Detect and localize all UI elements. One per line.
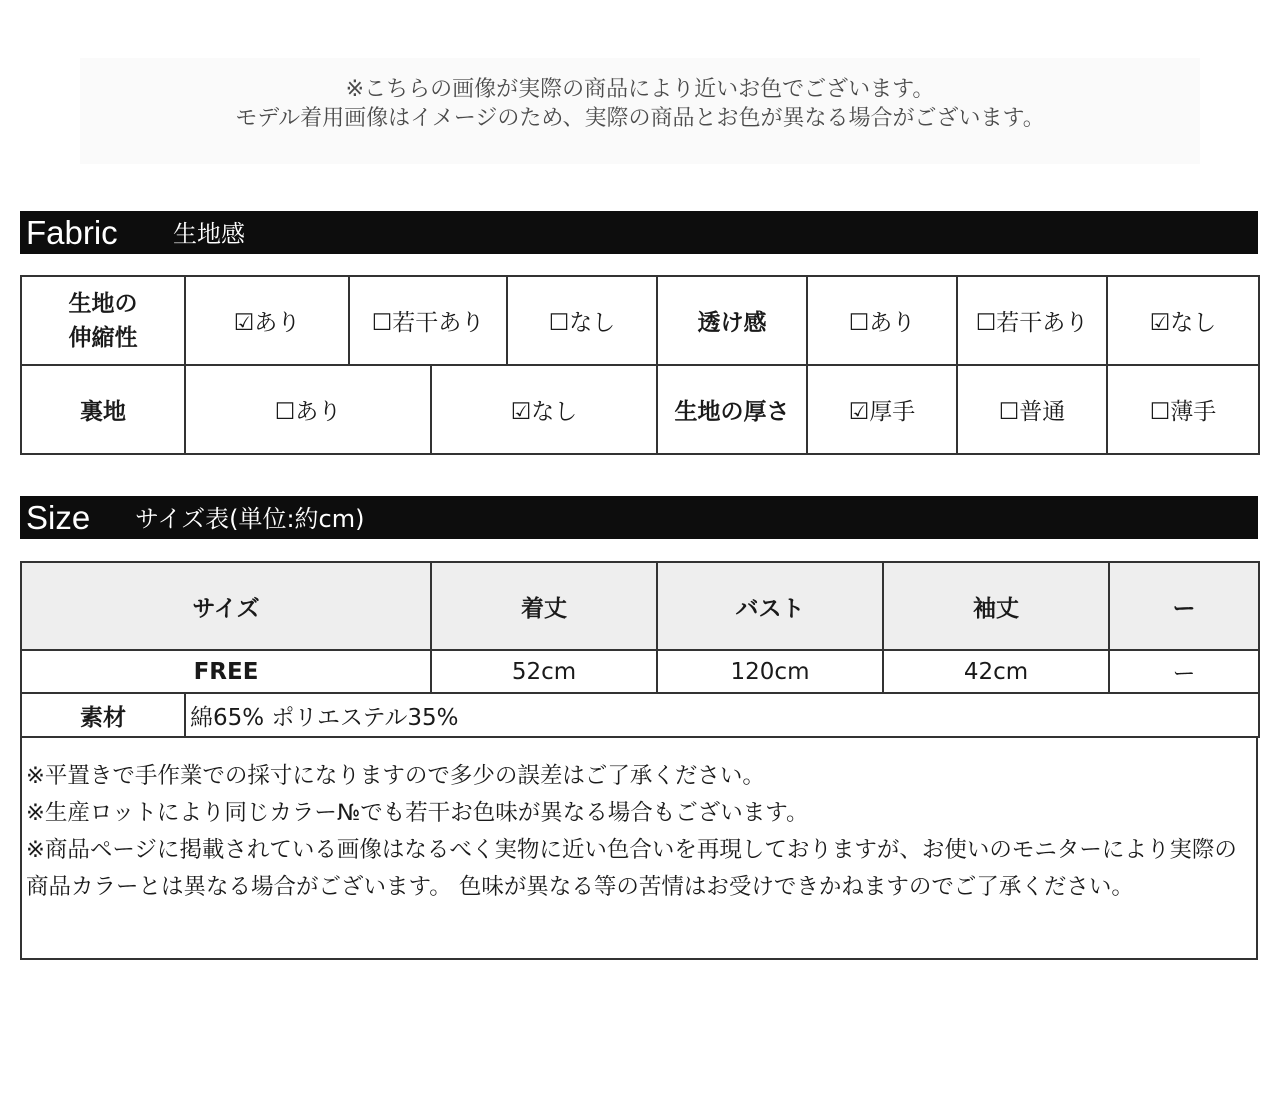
fabric-section-title: Fabric [26, 214, 118, 251]
thickness-option-normal: ☐普通 [957, 365, 1107, 454]
size-header-sleeve: 袖丈 [883, 562, 1109, 650]
lining-label: 裏地 [21, 365, 185, 454]
fabric-section-subtitle: 生地感 [173, 220, 245, 248]
color-notice-line-2: モデル着用画像はイメージのため、実際の商品とお色が異なる場合がございます。 [235, 106, 1045, 131]
size-header-length: 着丈 [431, 562, 657, 650]
size-row-length: 52cm [431, 650, 657, 693]
color-notice [80, 58, 1200, 164]
size-section-subtitle: サイズ表(単位:約cm) [135, 505, 365, 533]
stretch-option-no: ☐なし [507, 276, 657, 365]
lining-option-yes: ☐あり [185, 365, 431, 454]
sheer-label: 透け感 [657, 276, 807, 365]
thickness-option-thin: ☐薄手 [1107, 365, 1259, 454]
size-table [20, 561, 1260, 738]
material-value: 綿65% ポリエステル35% [185, 693, 1259, 737]
stretch-label: 生地の 伸縮性 [21, 276, 185, 365]
sheer-option-yes: ☐あり [807, 276, 957, 365]
size-row-blank: ー [1109, 650, 1259, 693]
size-header-bust: バスト [657, 562, 883, 650]
stretch-option-slight: ☐若干あり [349, 276, 507, 365]
size-section-header [20, 496, 1258, 539]
lining-option-no: ☑なし [431, 365, 657, 454]
stretch-option-yes: ☑あり [185, 276, 349, 365]
notes-box [20, 736, 1258, 960]
thickness-option-thick: ☑厚手 [807, 365, 957, 454]
sheer-option-slight: ☐若干あり [957, 276, 1107, 365]
size-header-size: サイズ [21, 562, 431, 650]
size-row-sleeve: 42cm [883, 650, 1109, 693]
sheer-option-no: ☑なし [1107, 276, 1259, 365]
color-notice-line-1: ※こちらの画像が実際の商品により近いお色でございます。 [345, 77, 935, 102]
thickness-label: 生地の厚さ [657, 365, 807, 454]
note-measurement: ※平置きで手作業での採寸になりますので多少の誤差はご了承ください。 [26, 763, 765, 789]
size-row-free: FREE [21, 650, 431, 693]
size-row-bust: 120cm [657, 650, 883, 693]
size-header-blank: ー [1109, 562, 1259, 650]
note-production-lot: ※生産ロットにより同じカラー№でも若干お色味が異なる場合もございます。 [26, 800, 809, 826]
fabric-table [20, 275, 1260, 455]
note-monitor-color: ※商品ページに掲載されている画像はなるべく実物に近い色合いを再現しておりますが、お使いのモニターにより実際の商品カラーとは異なる場合がございます。 色味が異なる等の苦情はお受けできかねますのでご了承ください。 [26, 837, 1237, 900]
fabric-section-header [20, 211, 1258, 254]
size-section-title: Size [26, 499, 91, 536]
material-label: 素材 [21, 693, 185, 737]
